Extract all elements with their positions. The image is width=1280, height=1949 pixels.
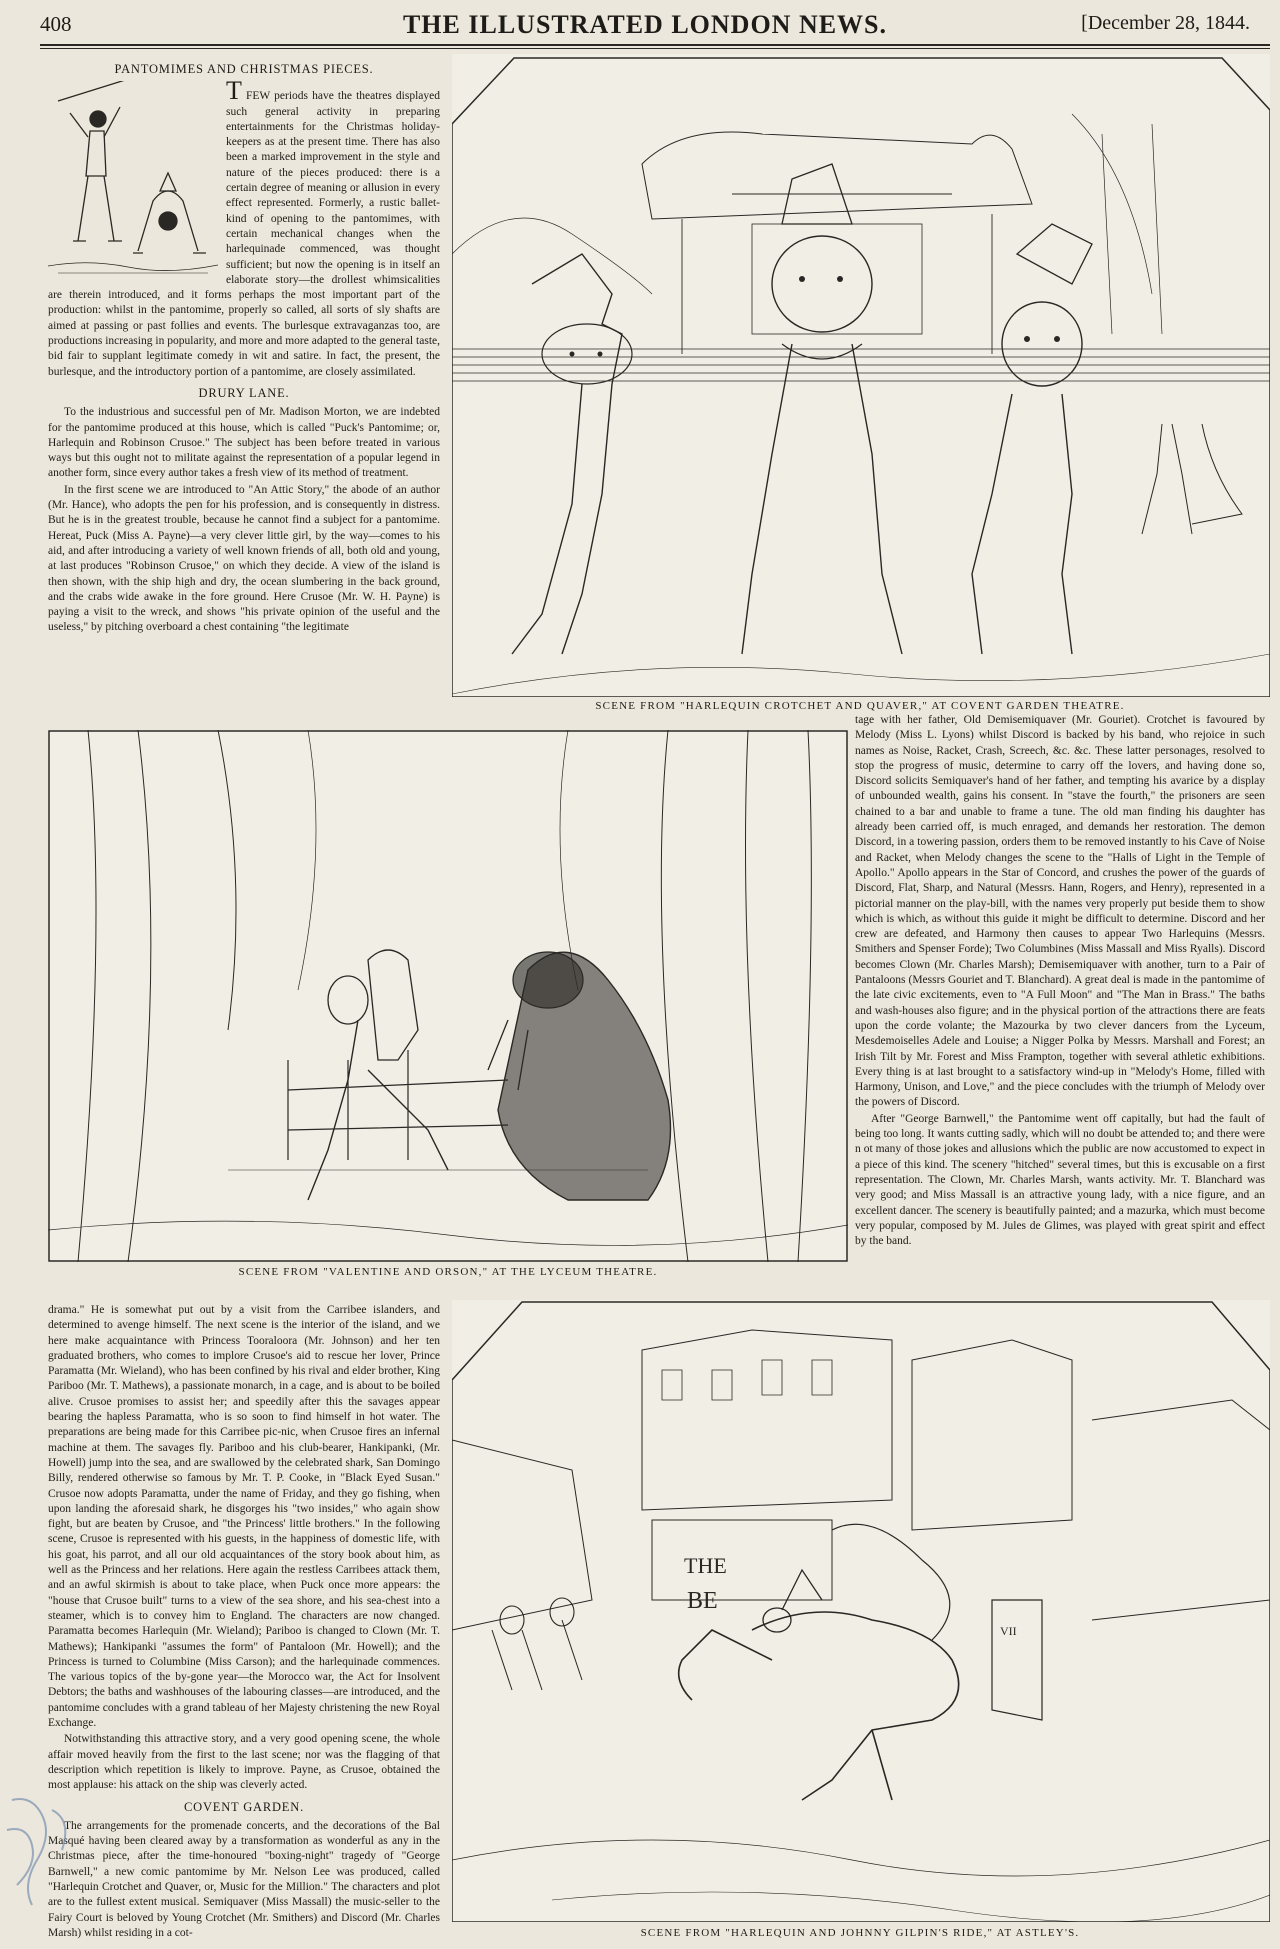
section-heading-covent-garden: COVENT GARDEN. (184, 1799, 304, 1814)
paragraph: drama." He is somewhat put out by a visit from the Carribee islanders, and determined to avenge himself. The next scene is the interior of the island, and we here make acquaintance with Princess Tooraloora (Mr. Johnson) and her ten graduated brothers, who comes to implore Crusoe's aid to rescue her lover, Prince Paramatta (Mr. Wieland), who has been confined by his rival and elder brother, King Pariboo (Mr. T. Mathews), a passionate monarch, in a cage, and is about to be boiled alive. Crusoe promises to assist her; and speedily after this the savages appear bearing the hapless Paramatta, who is so soon to find himself in hot water. The preparations are being made for this Carribee pic-nic, when Crusoe fires an infernal machine at them. The savages fly. Pariboo and his club-bearer, Hankipanki, (Mr. Howell) jump into the sea, and are swallowed by the celebrated shark, San Domingo Billy, rendered otherwise so famous by Mr. T. P. Cooke, in "Black Eyed Susan." Crusoe now adopts Paramatta, under the name of Friday, and they go fishing, when upon landing the aforesaid shark, he disgorges his "two insides," who again show fight, but are beaten by Crusoe, and "the Princess' little brothers." In the following scene, Crusoe is represented with his guests, in the happiness of domestic life, with his goat, his parrot, and all our old acquaintances of the story book about him, as well as the Princess and her relations. Here again the restless Carribees attack them, and an awful skirmish is about to take place, when Puck once more appears: the "house that Crusoe built" turns to a view of the sea shore, and his sea-chest into a steamer, which is to convey him to England. The characters are now changed. Paramatta becomes Harlequin (Mr. Wieland); Pariboo is changed to Clown (Mr. T. Mathews); Hankipanki "assumes the form" of Pantaloon (Mr. Howell); and the Princess is turned to Columbine (Miss Carson); and the harlequinade commences. The various topics of the by-gone year—the Morocco war, the Act for Insolvent Debtors; the baths and washhouses of the labouring classes—are introduced, and the pantomime concludes with a grand tableau of her Majesty christening the new Royal Exchange. (48, 1304, 440, 1730)
sign-be: BE (687, 1588, 718, 1614)
library-stamp-icon (2, 1790, 92, 1910)
issue-date: [December 28, 1844. (1081, 12, 1250, 34)
page-number: 408 (40, 12, 72, 36)
paragraph: Notwithstanding this attractive story, and a very good opening scene, the whole affair moved heavily from the first to the last scene; nor was the flagging of that description which repetition is likely to improve. Payne, as Crusoe, obtained the most applause: his attack on the ship was cleverly acted. (48, 1733, 440, 1792)
lyceum-engraving (48, 730, 848, 1262)
section-heading-drury-lane: DRURY LANE. (198, 385, 290, 400)
covent-garden-engraving (452, 54, 1270, 697)
caption-astleys: SCENE FROM "HARLEQUIN AND JOHNNY GILPIN'S RIDE," AT ASTLEY'S. (640, 1927, 1080, 1939)
drop-cap: T (226, 76, 242, 106)
milestone-text: VII (1000, 1624, 1017, 1638)
paragraph: In the first scene we are introduced to "An Attic Story," the abode of an author (Mr. Hance), who adopts the pen for his profession, and is consequently in distress. But he is in the greatest trouble, because he cannot find a subject for a pantomime. Hereat, Puck (Miss A. Payne)—a very clever little girl, by the way—comes to his aid, and after introducing a variety of well known friends of all, both old and young, at last produces "Robinson Crusoe," on which they decide. A view of the island is then shown, with the ship high and dry, the ocean slumbering in the back ground, and the crabs wide awake in the fore ground. Here Crusoe (Mr. W. H. Payne) is paying a visit to the wreck, and shows "his private opinion of the useful and the useless," by pitching overboard a chest containing "the legitimate (48, 483, 440, 634)
article-intro (48, 76, 441, 380)
article-column-4 (48, 1303, 440, 1942)
masthead (40, 10, 1250, 46)
astley-engraving (452, 1300, 1270, 1922)
harlequin-crotchet-scene-icon (452, 54, 1270, 697)
paragraph: After "George Barnwell," the Pantomime went off capitally, but had the fault of being too long. It wants cutting sadly, which will no doubt be attended to; and there were n ot many of those jokes and allusions which the public are now accustomed to expect in a piece of this kind. The scenery "hitched" several times, but this is excusable on a first representation. The Clown, Mr. Charles Marsh, wants activity. Mr. T. Blanchard was very good; and Miss Massall is an attractive young lady, with a nice figure, and an excellent dancer. The scenery is beautifully painted; and a mazurka, which must become very popular, composed by M. Jules de Glimes, was played with great spirit and effect by the band. (855, 1112, 1265, 1248)
masthead-rule-thin (40, 48, 1270, 49)
paragraph: tage with her father, Old Demisemiquaver (Mr. Gouriet). Crotchet is favoured by Melody (Miss L. Lyons) whilst Discord is backed by his band, who rejoice in such names as Noise, Racket, Crash, Screech, &c. &c. These latter personages, resolved to stop the progress of music, determine to carry off the lovers, and having done so, Discord solicits Semiquaver's hand of her father, and tempting his avarice by a display of unbounded wealth, gains his consent. In "stave the fourth," the prisoners are seen chained to a bar and unable to frame a tune. The old man finding his daughter has already been carried off, is much enraged, and demands her restoration. The demon Discord, in a towering passion, orders them to be removed instantly to his Cave of Noise and Racket, when Melody changes the scene to the "Halls of Light in the Temple of Apollo." Apollo appears in the Star of Concord, and crushes the power of the guards of Discord, Flat, Sharp, and Natural (Messrs. Hann, Rogers, and Henry), represented in a pictorial manner on the play-bill, with the names very properly put beside them to show which is which, as without this guide it might be difficult to determine. Discord and her crew are defeated, and Harmony then causes to appear Two Harlequins (Messrs. Smithers and Spenser Forde); Two Columbines (Miss Massall and Miss Ryalls). Discord becomes Clown (Mr. Charles Marsh); Demisemiquaver with another, turn to a Pair of Pantaloons (Messrs Gouriet and T. Blanchard). A great deal is made in the pantomime of the late civic excitements, even to "A Full Moon" and "The Man in Brass." The baths and wash-houses also figure; and in the physical portion of the attractions there are feats upon the corde volante; the Mazourka by two clever dancers from the Lyceum, Mesdemoiselles Adele and Louise; a Nigger Polka by Messrs. Marshall and Forest; an Irish Tilt by Mr. Forest and Miss Frampton, together with several athletic exhibitions. Every thing is at last brought to a satisfactory wind-up in "Melody's Home, filled with Harmony, Unison, and Love," and the piece concludes with the triumph of Melody over the powers of Discord. (855, 714, 1265, 1109)
clown-figures-icon (48, 81, 218, 281)
paragraph: To the industrious and successful pen of Mr. Madison Morton, we are indebted for the pantomime produced at this house, which is called "Puck's Pantomime; or, Harlequin and Robinson Crusoe." The subject has been before treated in various ways but this ought not to militate against the representation of a popular legend in another form, since every author takes a fresh view of its method of treatment. (48, 406, 440, 480)
masthead-rule (40, 44, 1270, 46)
sign-the: THE (684, 1553, 727, 1578)
article-column-3 (855, 713, 1265, 1250)
caption-lyceum: SCENE FROM "VALENTINE AND ORSON," AT THE LYCEUM THEATRE. (238, 1266, 658, 1278)
article-column-1 (48, 56, 440, 637)
caption-covent-garden: SCENE FROM "HARLEQUIN CROTCHET AND QUAVER," AT COVENT GARDEN THEATRE. (595, 700, 1125, 712)
article-heading: PANTOMIMES AND CHRISTMAS PIECES. (114, 62, 374, 76)
intro-paragraph: FEW periods have the theatres displayed such general activity in preparing entertainments for the Christmas holiday-keepers as at the present time. There has also been a marked improvement in the style and nature of the pieces produced: there is a certain degree of meaning or allusion in every effect represented. Formerly, a rustic ballet-kind of opening to the pantomimes, with certain mechanical changes when the harlequinade commenced, was thought sufficient; but now the opening is in itself an elaborate story—the drollest whimsicalities are therein introduced, and it forms perhaps the most important part of the production: whilst in the pantomime, properly so called, all sorts of sly shafts are aimed at passing or past follies and events. The burlesque extravaganzas too, are productions increasing in popularity, and more and more adapted to the general taste, bid fair to supplant legitimate comedy in wit and satire. In fact, the present, the burlesque, and the introductory portion of a pantomime, are closely assimilated. (48, 90, 441, 378)
library-stamp (2, 1790, 92, 1910)
publication-title: THE ILLUSTRATED LONDON NEWS. (402, 10, 888, 39)
valentine-orson-scene-icon (48, 730, 848, 1262)
paragraph: The arrangements for the promenade concerts, and the decorations of the Bal Masqué having been cleared away by a transformation as wonderful as any in the Christmas piece, after the time-honoured "boxing-night" tragedy of "George Barnwell," a new comic pantomime by Mr. Nelson Lee was produced, called "Harlequin Crotchet and Quaver, or, Music for the Million." The characters and plot are to the fullest extent musical. Semiquaver (Miss Massall) the music-seller to the Fairy Court is beloved by Young Crotchet (Mr. Smithers) and Discord (Mr. Charles Marsh) whilst residing in a cot- (48, 1819, 440, 1939)
clown-vignette-illustration (48, 81, 218, 281)
johnny-gilpin-ride-scene-icon (452, 1300, 1270, 1922)
